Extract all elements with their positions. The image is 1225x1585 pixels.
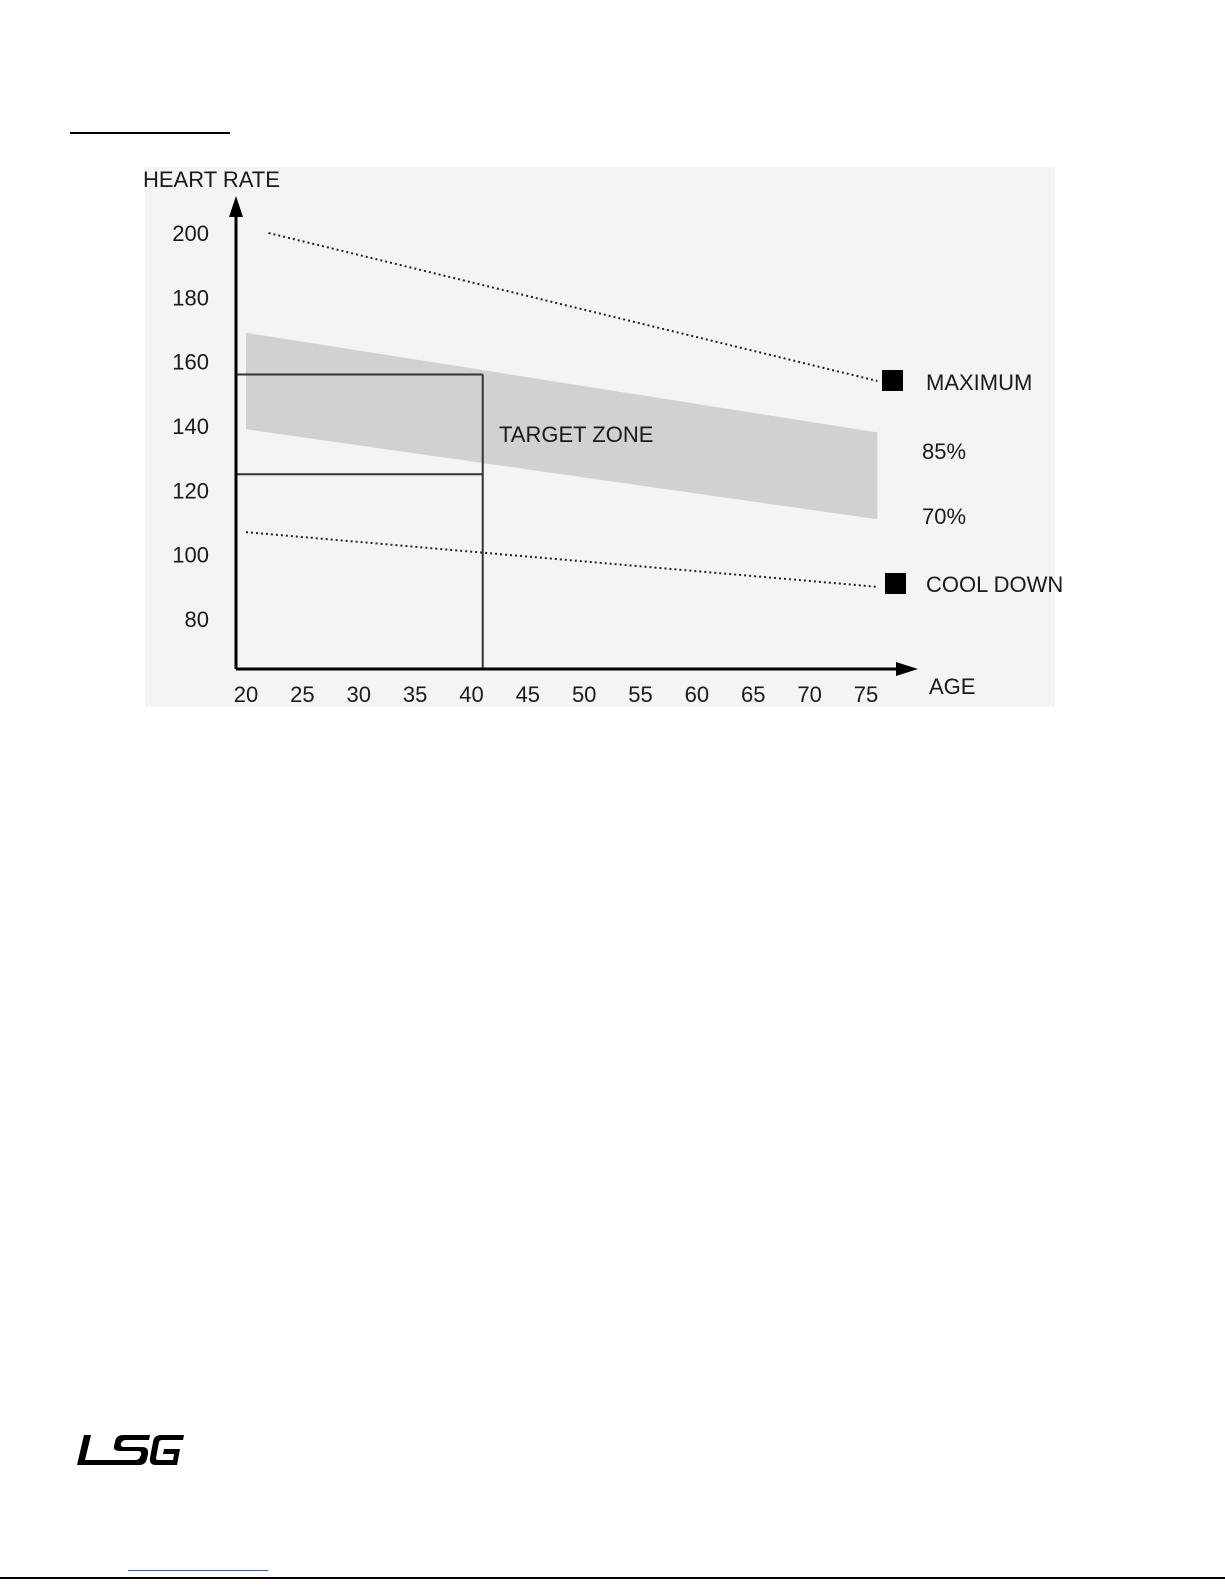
y-tick-label: 200 [172,221,209,246]
lsg-logo [76,1432,186,1470]
y-axis-title: HEART RATE [143,167,280,192]
footer-link-underline [128,1570,268,1571]
x-tick-label: 30 [346,682,371,707]
x-tick-label: 20 [233,682,259,707]
maximum-legend-marker [882,370,903,391]
x-tick-label: 75 [853,682,879,707]
y-tick-label: 140 [172,414,209,439]
x-tick-label: 55 [628,682,653,707]
y-tick-label: 120 [172,478,209,504]
x-axis-title: AGE [929,674,976,699]
cool-down-legend-marker [885,573,906,594]
maximum-legend-label: MAXIMUM [926,370,1033,395]
x-tick-label: 40 [459,682,484,707]
y-tick-label: 180 [172,285,209,311]
y-tick-label: 160 [172,349,209,375]
bottom-rule [0,1577,1225,1579]
band-upper-label: 85% [922,439,967,464]
cool-down-legend-label: COOL DOWN [926,572,1064,597]
y-tick-label: 100 [172,542,209,568]
target-zone-label: TARGET ZONE [499,422,654,447]
x-tick-label: 70 [797,682,822,707]
x-tick-label: 45 [515,682,541,707]
x-tick-label: 25 [290,682,315,707]
x-tick-label: 60 [684,682,710,707]
x-tick-label: 50 [571,682,597,707]
x-tick-label: 35 [402,682,428,707]
heart-rate-chart [0,0,1225,760]
x-tick-label: 65 [741,682,766,707]
y-tick-label: 80 [184,607,209,632]
band-lower-label: 70% [922,504,967,529]
